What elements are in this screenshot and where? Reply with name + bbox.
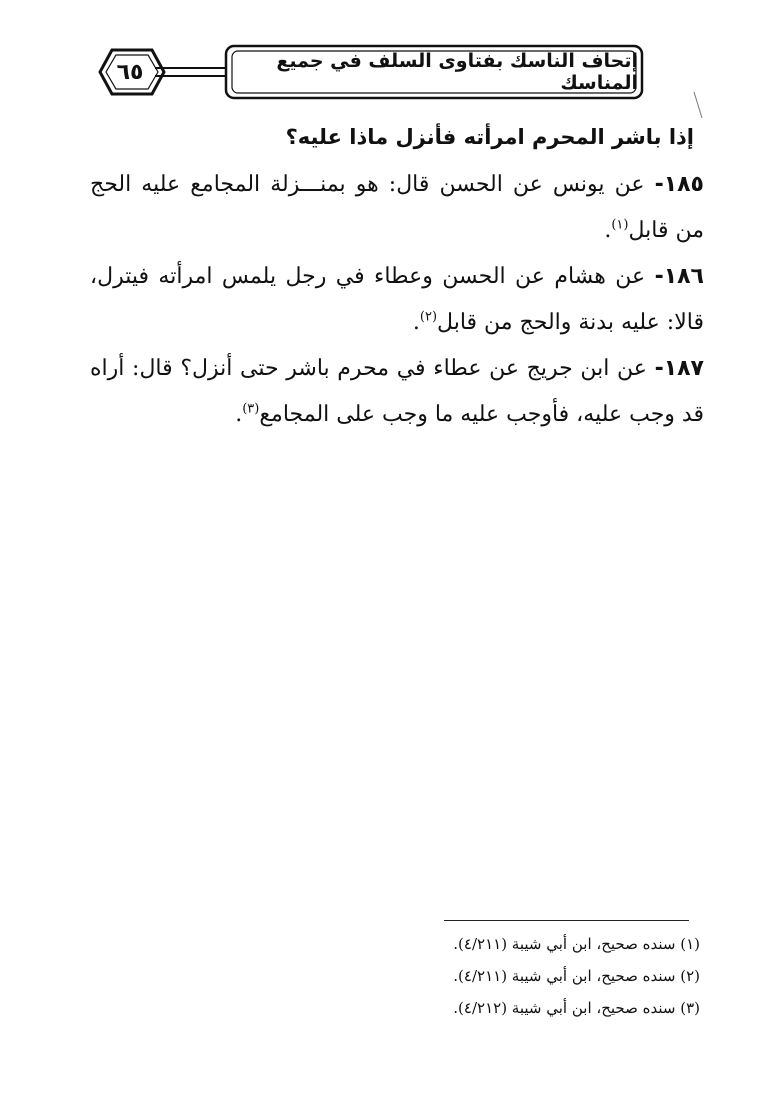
footnote-ref[interactable]: (١) xyxy=(611,217,629,233)
running-title: إتحاف الناسك بفتاوى السلف في جميع المناسك xyxy=(276,50,638,94)
footnote-ref[interactable]: (٣) xyxy=(242,401,260,417)
item-end: . xyxy=(604,218,612,243)
section-heading: إذا باشر المحرم امرأته فأنزل ماذا عليه؟ xyxy=(285,125,694,149)
item-number: ١٨٥- xyxy=(654,172,704,197)
page-header xyxy=(0,0,760,120)
footnote-1: (١) سنده صحيح، ابن أبي شيبة (٤/٢١١). xyxy=(453,935,700,953)
item-text: عن هشام عن الحسن وعطاء في رجل يلمس امرأته فيترل، قالا: عليه بدنة والحج من قابل xyxy=(90,264,704,335)
item-end: . xyxy=(412,310,420,335)
footnote-3: (٣) سنده صحيح، ابن أبي شيبة (٤/٢١٢). xyxy=(453,999,700,1017)
footnote-separator xyxy=(444,920,689,921)
item-end: . xyxy=(235,402,243,427)
item-text: عن ابن جريج عن عطاء في محرم باشر حتى أنزل؟ قال: أراه قد وجب عليه، فأوجب عليه ما وجب على المجامع xyxy=(90,356,704,427)
item-185 xyxy=(90,162,704,254)
footnotes xyxy=(300,928,700,1024)
page-body xyxy=(90,114,704,438)
item-number: ١٨٧- xyxy=(654,356,704,381)
footnote-ref[interactable]: (٢) xyxy=(419,309,438,325)
item-187 xyxy=(90,346,704,438)
footnote-2: (٢) سنده صحيح، ابن أبي شيبة (٤/٢١١). xyxy=(453,967,700,985)
item-text: عن يونس عن الحسن قال: هو بمنـــزلة المجامع عليه الحج من قابل xyxy=(90,172,704,243)
item-number: ١٨٦- xyxy=(654,264,704,289)
item-186 xyxy=(90,254,704,346)
page-number: ٦٥ xyxy=(116,59,144,85)
